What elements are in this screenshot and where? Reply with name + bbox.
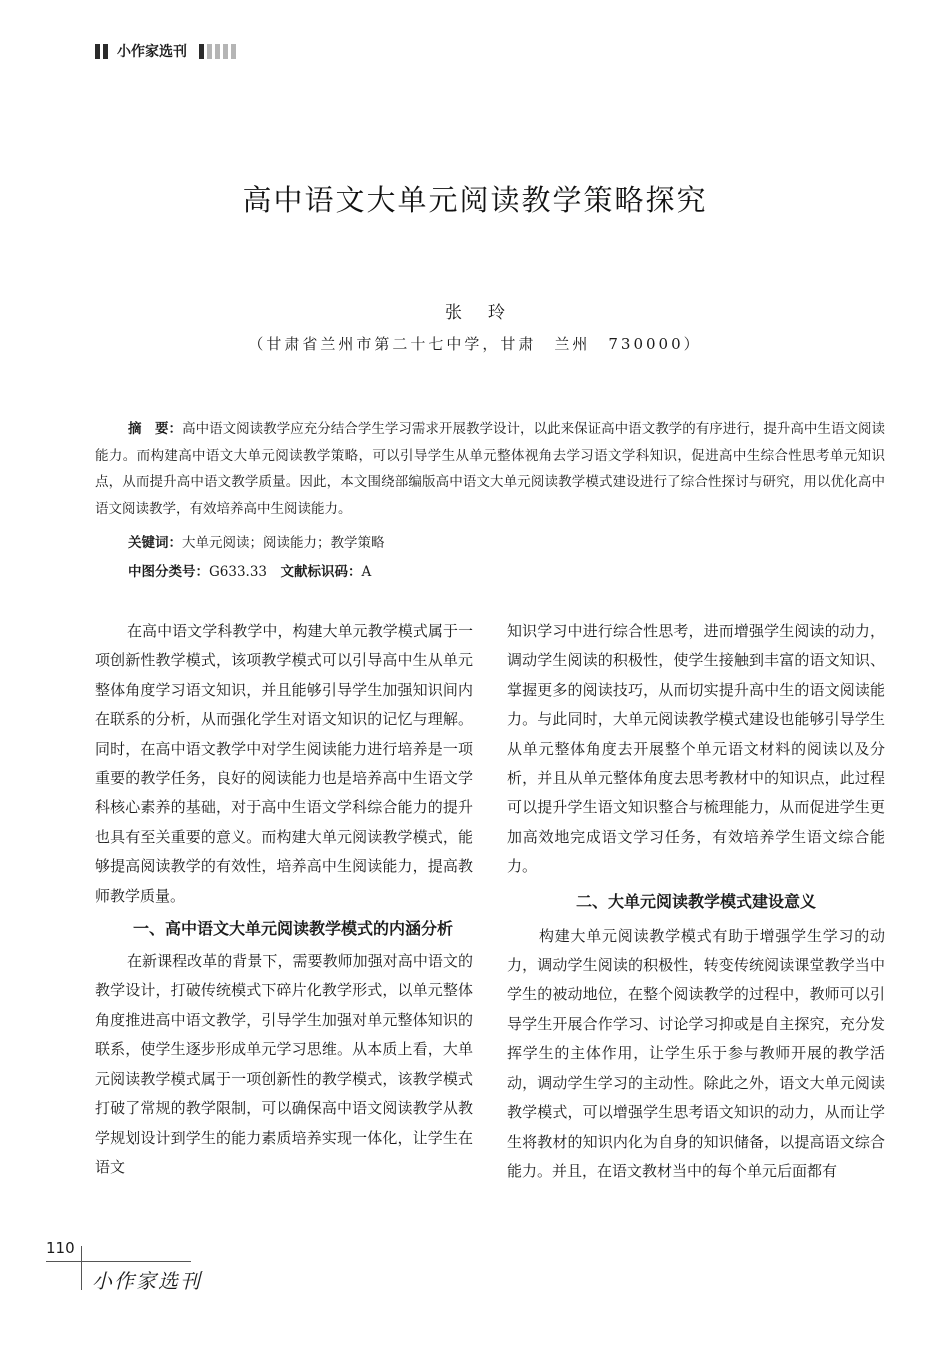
article-title: 高中语文大单元阅读教学策略探究	[242, 183, 708, 217]
paragraph: 在新课程改革的背景下，需要教师加强对高中语文的教学设计，打破传统模式下碎片化教学形式，以单元整体角度推进高中语文教学，引导学生加强对单元整体知识的联系，使学生逐步形成单元学习思维。从本质上看，大单元阅读教学模式属于一项创新性的教学模式，该教学模式打破了常规的教学限制，可以确保高中语文阅读教学从教学规划设计到学生的能力素质培养实现一体化，让学生在语文	[95, 952, 473, 1176]
header-bar-icon	[95, 44, 100, 59]
body-column-right	[507, 617, 885, 1186]
body-column-left	[95, 617, 473, 1182]
section-heading: 一、高中语文大单元阅读教学模式的内涵分析	[133, 919, 454, 939]
doc-code-value: A	[361, 564, 372, 580]
footer-rule-vertical	[81, 1246, 82, 1290]
abstract	[95, 416, 885, 522]
keywords-label: 关键词：	[128, 535, 182, 551]
clc-value: G633.33	[209, 564, 268, 580]
header-bar-icon	[103, 44, 108, 59]
paragraph: 在高中语文学科教学中，构建大单元教学模式属于一项创新性教学模式，该项教学模式可以引导高中生从单元整体角度学习语文知识，并且能够引导学生加强知识间内在联系的分析，从而强化学生对语文知识的记忆与理解。同时，在高中语文教学中对学生阅读能力进行培养是一项重要的教学任务，良好的阅读能力也是培养高中生语文学科核心素养的基础，对于高中生语文学科综合能力的提升也具有至关重要的意义。而构建大单元阅读教学模式，能够提高阅读教学的有效性，培养高中生阅读能力，提高教师教学质量。	[95, 622, 473, 905]
paragraph: 构建大单元阅读教学模式有助于增强学生学习的动力，调动学生阅读的积极性，转变传统阅读课堂教学当中学生的被动地位，在整个阅读教学的过程中，教师可以引导学生开展合作学习、讨论学习抑或是自主探究，充分发挥学生的主体作用，让学生乐于参与教师开展的教学活动，调动学生学习的主动性。除此之外，语文大单元阅读教学模式，可以增强学生思考语文知识的动力，从而让学生将教材的知识内化为自身的知识储备，以提高语文综合能力。并且，在语文教材当中的每个单元后面都有	[507, 926, 885, 1180]
author-name: 张玲	[445, 303, 531, 323]
classification-line	[128, 562, 371, 582]
keywords-line	[128, 533, 385, 553]
footer-logo: 小作家选刊	[92, 1269, 202, 1293]
abstract-text: 高中语文阅读教学应充分结合学生学习需求开展教学设计，以此来保证高中语文教学的有序进行，提升高中生语文阅读能力。而构建高中语文大单元阅读教学策略，可以引导学生从单元整体视角去学习语文学科知识，促进高中生综合性思考单元知识点，从而提升高中语文教学质量。因此，本文围绕部编版高中语文大单元阅读教学模式建设进行了综合性探讨与研究，用以优化高中语文阅读教学，有效培养高中生阅读能力。	[95, 421, 886, 517]
keywords-text: 大单元阅读；阅读能力；教学策略	[182, 535, 385, 551]
journal-header	[95, 40, 239, 62]
header-bar-icon	[215, 44, 220, 59]
paragraph: 知识学习中进行综合性思考，进而增强学生阅读的动力，调动学生阅读的积极性，使学生接触到丰富的语文知识、掌握更多的阅读技巧，从而切实提升高中生的语文阅读能力。与此同时，大单元阅读教学模式建设也能够引导学生从单元整体角度去开展整个单元语文材料的阅读以及分析，并且从单元整体角度去思考教材中的知识点，此过程可以提升学生语文知识整合与梳理能力，从而促进学生更加高效地完成语文学习任务，有效培养学生语文综合能力。	[507, 622, 885, 876]
header-bar-icon	[207, 44, 212, 59]
header-bar-icon	[231, 44, 236, 59]
clc-label: 中图分类号：	[128, 564, 209, 580]
abstract-label: 摘 要：	[128, 421, 183, 437]
section-heading: 二、大单元阅读教学模式建设意义	[575, 891, 816, 911]
author-affiliation: （甘肃省兰州市第二十七中学，甘肃 兰州 730000）	[248, 335, 702, 353]
footer-rule	[46, 1261, 191, 1262]
journal-name: 小作家选刊	[117, 44, 187, 60]
header-bar-icon	[199, 44, 204, 59]
header-bar-icon	[223, 44, 228, 59]
page-number: 110	[46, 1239, 75, 1257]
doc-code-label: 文献标识码：	[280, 564, 362, 580]
